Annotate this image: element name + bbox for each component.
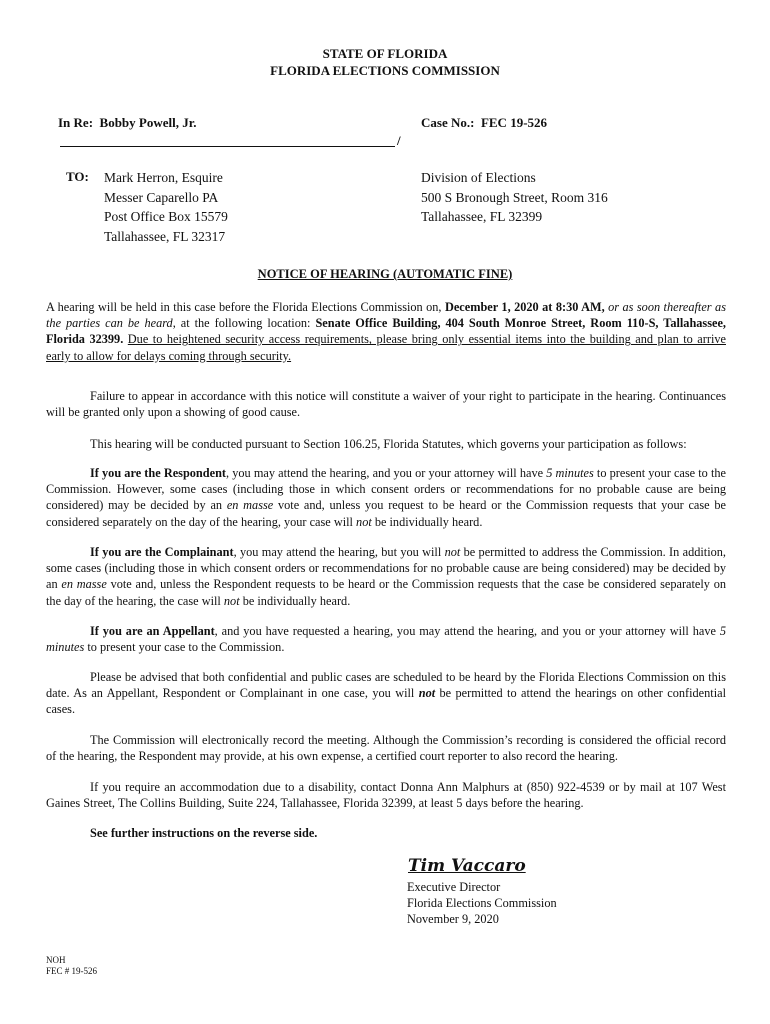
complainant-lead: If you are the Complainant: [90, 545, 234, 559]
text: , you may attend the hearing, but you will: [233, 545, 445, 559]
division-line: Tallahassee, FL 32399: [421, 209, 543, 224]
header-commission: FLORIDA ELECTIONS COMMISSION: [270, 63, 500, 78]
text: be permitted to address the Commission. In addition, some cases (including those in which consent orders or recommendations for no probable cause are being considered) may be decided by an: [46, 545, 726, 592]
caption-slash: /: [397, 133, 401, 148]
caption-rule: [60, 146, 395, 147]
text: 5 minutes: [546, 466, 594, 480]
in-re-name: Bobby Powell, Jr.: [99, 115, 197, 130]
security-notice: Due to heightened security access requirements, please bring only essential items into the building and plan to arrive early to allow for delays coming through security.: [46, 332, 726, 363]
text: not: [418, 686, 436, 701]
footer-case: FEC # 19-526: [46, 966, 98, 976]
hearing-paragraph: [46, 299, 726, 364]
header-state: STATE OF FLORIDA: [322, 46, 448, 61]
to-line: Tallahassee, FL 32317: [104, 228, 226, 244]
division-line: Division of Elections: [421, 170, 536, 185]
signature-date: November 9, 2020: [407, 911, 499, 926]
text: be permitted to attend the hearings on other confidential cases.: [46, 686, 726, 717]
division-address: [421, 168, 608, 227]
text: , you may attend the hearing, and you or your attorney will have: [226, 466, 547, 480]
further-instructions: See further instructions on the reverse side.: [90, 826, 318, 840]
notice-title: NOTICE OF HEARING (AUTOMATIC FINE): [257, 267, 513, 281]
text: or as soon thereafter as the parties can be heard: [46, 300, 726, 331]
signature-block: [407, 880, 557, 927]
signer-title: Executive Director: [407, 880, 501, 894]
to-label: TO:: [66, 169, 89, 184]
text: en masse: [226, 498, 274, 513]
text: be individually heard.: [371, 514, 483, 529]
failure-paragraph: Failure to appear in accordance with this notice will constitute a waiver of your right to participate in the hearing. Continuances will be granted only upon a showing of good cause.: [46, 389, 726, 420]
text: not: [223, 593, 240, 608]
case-number: [421, 114, 547, 131]
hearing-date: December 1, 2020 at 8:30 AM,: [444, 300, 605, 314]
footer: [46, 955, 97, 977]
appellant-lead: If you are an Appellant: [90, 624, 215, 638]
footer-code: NOH: [46, 955, 66, 965]
text: to present your case to the Commission.: [84, 640, 285, 655]
recording-paragraph: The Commission will electronically record the meeting. Although the Commission’s recording is considered the official record of the hearing, the Respondent may provide, at his own expense, a certified court reporter to also record the hearing.: [46, 733, 726, 764]
appellant-paragraph: [46, 623, 726, 655]
text: Please be advised that both confidential and public cases are scheduled to be heard by the Florida Elections Commission on this date. As an Appellant, Respondent or Complainant in one case, you will: [46, 670, 726, 701]
text: vote and, unless you request to be heard or the Commission requests that your case be considered separately on the day of the hearing, your case will: [46, 498, 726, 529]
case-label: Case No.:: [421, 115, 475, 130]
text: not: [356, 514, 372, 529]
respondent-lead: If you are the Respondent: [90, 466, 227, 480]
to-line: Post Office Box 15579: [104, 209, 228, 224]
text: vote and, unless the Respondent requests to be heard or the Commission requests that the case be considered separately on the day of the hearing, the case will: [46, 577, 726, 608]
text: , and you have requested a hearing, you may attend the hearing, and you or your attorney will have: [214, 624, 720, 638]
division-line: 500 S Bronough Street, Room 316: [421, 189, 608, 205]
hearing-location: Senate Office Building, 404 South Monroe Street, Room 110-S, Tallahassee, Florida 32399.: [46, 316, 726, 347]
text: not: [444, 545, 461, 559]
signer-org: Florida Elections Commission: [407, 895, 557, 910]
text: to present your case to the Commission. However, some cases (including those in which consent orders or recommendations for no probable cause are being considered) may be decided by an: [46, 466, 726, 513]
text: 5 minutes: [46, 624, 726, 655]
section-paragraph: This hearing will be conducted pursuant to Section 106.25, Florida Statutes, which governs your participation as follows:: [90, 437, 687, 451]
to-line: Messer Caparello PA: [104, 189, 219, 205]
respondent-paragraph: [46, 465, 726, 530]
complainant-paragraph: [46, 544, 726, 609]
accommodation-paragraph: If you require an accommodation due to a disability, contact Donna Ann Malphurs at (850) 922-4539 or by mail at 107 West Gaines Street, The Collins Building, Suite 224, Tallahassee, Florida 32399, at least 5 days before the hearing.: [46, 780, 726, 811]
to-address: [104, 168, 228, 246]
to-line: Mark Herron, Esquire: [104, 170, 223, 185]
text: be individually heard.: [239, 593, 351, 608]
case-number-value: FEC 19-526: [480, 115, 548, 130]
in-re: [58, 114, 197, 131]
text: , at the following location:: [172, 316, 316, 331]
signature: Tim Vaccaro: [408, 856, 526, 876]
text: A hearing will be held in this case before the Florida Elections Commission on,: [46, 300, 445, 314]
confidential-paragraph: [46, 669, 726, 718]
in-re-label: In Re:: [58, 115, 94, 130]
text: en masse: [61, 577, 107, 592]
